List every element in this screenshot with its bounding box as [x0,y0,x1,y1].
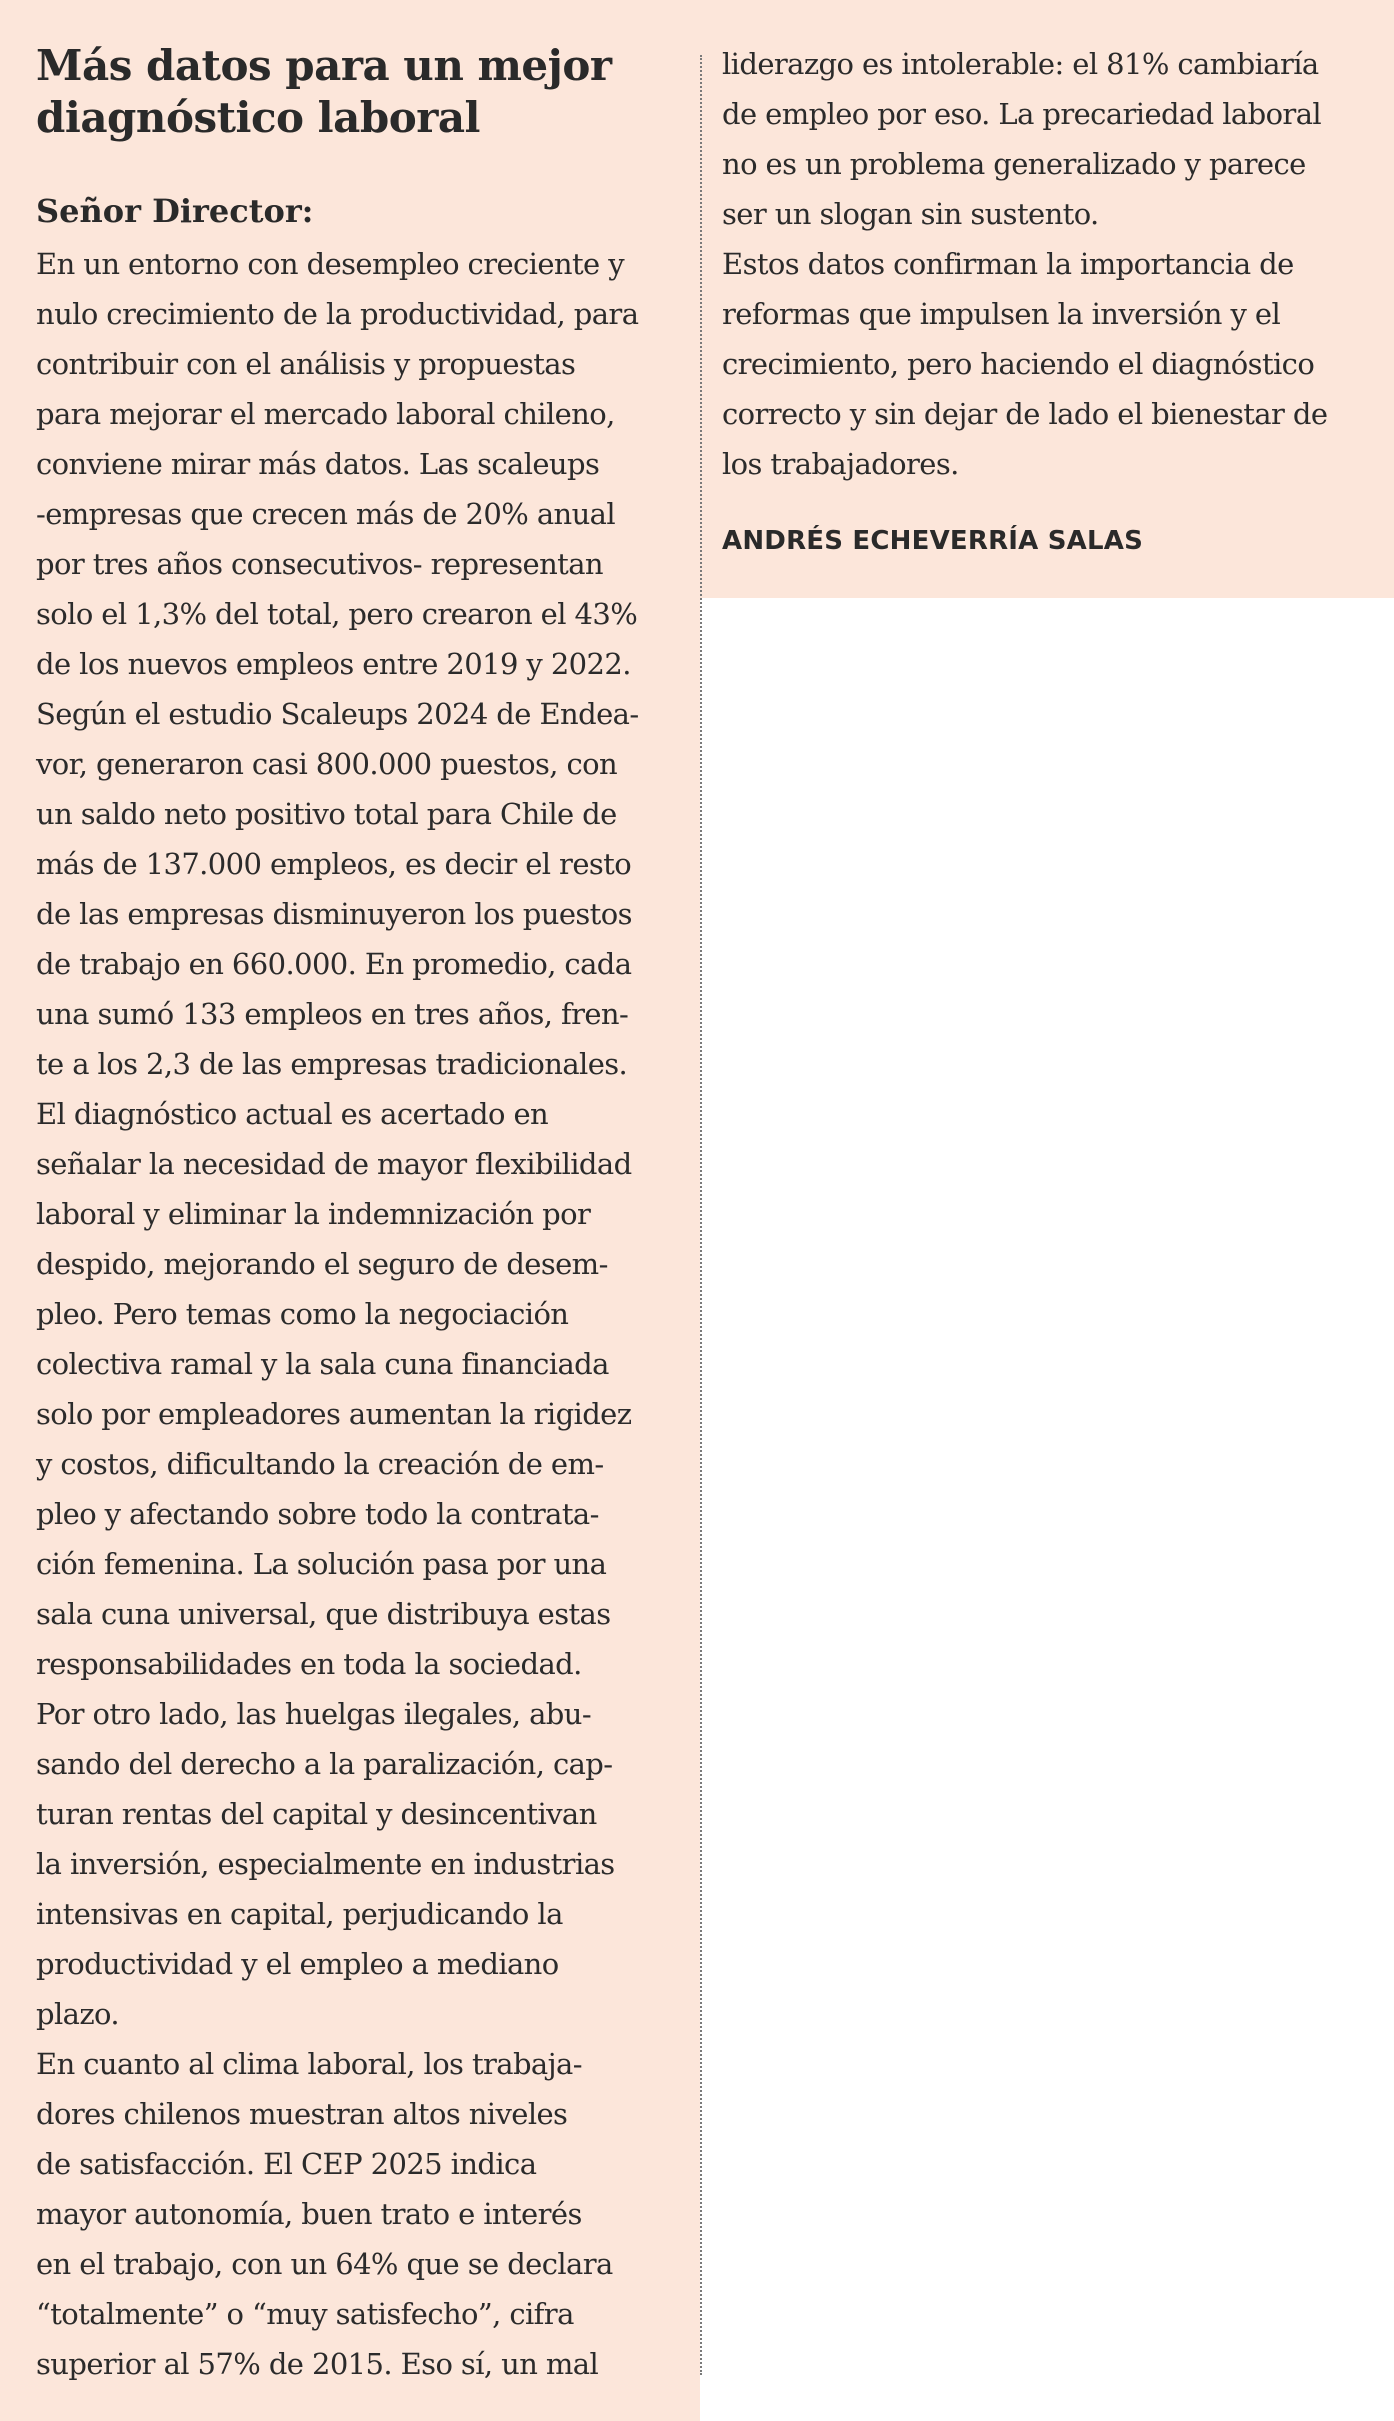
text-line: la inversión, especialmente en industrias [36,1847,615,1881]
text-line: pleo y afectando sobre todo la contrata- [36,1497,599,1531]
text-line: conviene mirar más datos. Las scaleups [36,447,600,481]
text-line: un saldo neto positivo total para Chile de [36,797,617,831]
text-line: solo por empleadores aumentan la rigidez [36,1397,632,1431]
text-line: dores chilenos muestran altos niveles [36,2097,568,2131]
text-line: ción femenina. La solución pasa por una [36,1547,607,1581]
letter-body-right-column [722,39,1382,489]
text-line: El diagnóstico actual es acertado en [36,1097,549,1131]
text-line: turan rentas del capital y desincentivan [36,1797,597,1831]
column-divider [700,55,702,2375]
text-line: colectiva ramal y la sala cuna financiada [36,1347,609,1381]
headline-line: diagnóstico laboral [36,93,481,142]
text-line: te a los 2,3 de las empresas tradicionales. [36,1047,628,1081]
text-line: nulo crecimiento de la productividad, para [36,297,639,331]
headline-line: Más datos para un mejor [36,41,612,90]
text-line: En cuanto al clima laboral, los trabaja- [36,2047,582,2081]
text-line: intensivas en capital, perjudicando la [36,1897,563,1931]
text-line: más de 137.000 empleos, es decir el resto [36,847,632,881]
text-line: de trabajo en 660.000. En promedio, cada [36,947,632,981]
text-line: reformas que impulsen la inversión y el [722,297,1281,331]
text-line: laboral y eliminar la indemnización por [36,1197,591,1231]
text-line: liderazgo es intolerable: el 81% cambiaría [722,47,1319,81]
text-line: para mejorar el mercado laboral chileno, [36,397,615,431]
text-line: sando del derecho a la paralización, cap- [36,1747,613,1781]
text-line: Estos datos confirman la importancia de [722,247,1294,281]
text-line: sala cuna universal, que distribuya estas [36,1597,611,1631]
author-signature: ANDRÉS ECHEVERRÍA SALAS [722,526,1144,556]
text-line: contribuir con el análisis y propuestas [36,347,576,381]
text-line: pleo. Pero temas como la negociación [36,1297,569,1331]
text-line: plazo. [36,1997,119,2031]
letter-body-left-column [36,239,686,2389]
text-line: y costos, dificultando la creación de em- [36,1447,604,1481]
text-line: solo el 1,3% del total, pero crearon el 43% [36,597,638,631]
text-line: de las empresas disminuyeron los puestos [36,897,632,931]
text-line: crecimiento, pero haciendo el diagnóstico [722,347,1315,381]
text-line: por tres años consecutivos- representan [36,547,603,581]
text-line: -empresas que crecen más de 20% anual [36,497,616,531]
text-line: superior al 57% de 2015. Eso sí, un mal [36,2347,599,2381]
text-line: “totalmente” o “muy satisfecho”, cifra [36,2297,574,2331]
text-line: los trabajadores. [722,447,959,481]
text-line: productividad y el empleo a mediano [36,1947,559,1981]
text-line: despido, mejorando el seguro de desem- [36,1247,608,1281]
salutation: Señor Director: [36,192,314,230]
article-headline [36,40,676,144]
text-line: de empleo por eso. La precariedad laboral [722,97,1322,131]
text-line: mayor autonomía, buen trato e interés [36,2197,582,2231]
text-line: señalar la necesidad de mayor flexibilidad [36,1147,632,1181]
text-line: de satisfacción. El CEP 2025 indica [36,2147,537,2181]
text-line: en el trabajo, con un 64% que se declara [36,2247,613,2281]
text-line: En un entorno con desempleo creciente y [36,247,624,281]
text-line: Según el estudio Scaleups 2024 de Endea- [36,697,639,731]
text-line: Por otro lado, las huelgas ilegales, abu- [36,1697,592,1731]
text-line: correcto y sin dejar de lado el bienestar de [722,397,1328,431]
text-line: vor, generaron casi 800.000 puestos, con [36,747,618,781]
text-line: ser un slogan sin sustento. [722,197,1099,231]
text-line: responsabilidades en toda la sociedad. [36,1647,582,1681]
text-line: una sumó 133 empleos en tres años, fren- [36,997,629,1031]
text-line: no es un problema generalizado y parece [722,147,1306,181]
text-line: de los nuevos empleos entre 2019 y 2022. [36,647,631,681]
